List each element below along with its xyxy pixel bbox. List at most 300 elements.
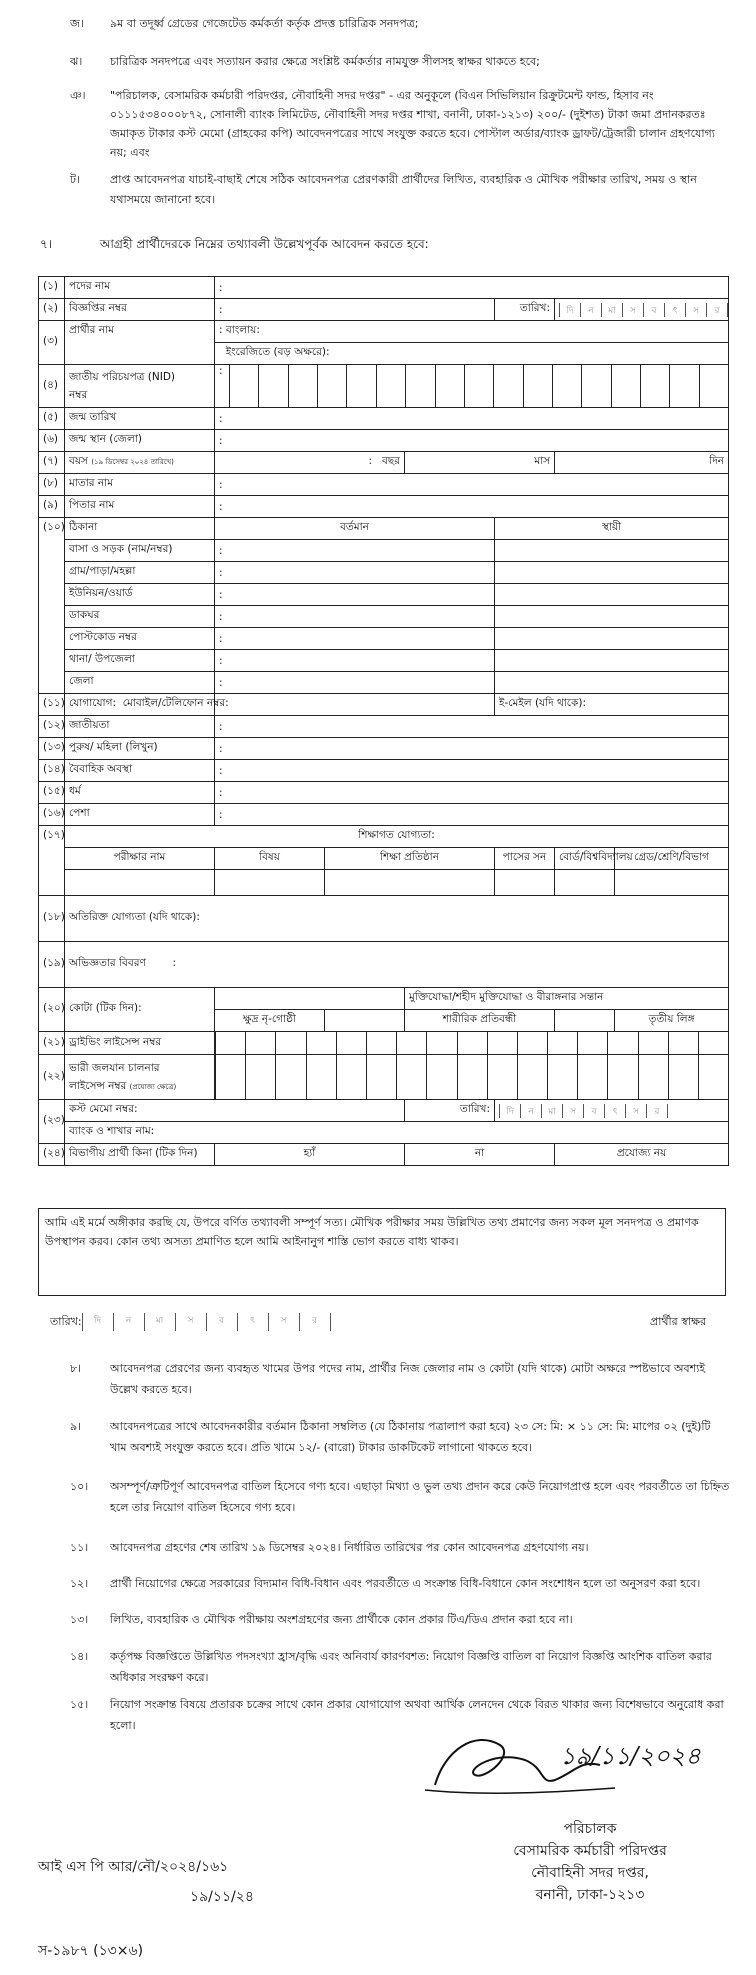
row-number: (৬) (39, 430, 65, 452)
digit-box[interactable] (457, 1055, 487, 1099)
field-label: পেশা (65, 804, 215, 826)
digit-box[interactable] (245, 1032, 275, 1054)
date-digit: দি (82, 1313, 113, 1331)
date-label: তারিখ: (495, 299, 555, 321)
date-digit: র (646, 1104, 668, 1118)
vessel-license-input[interactable] (215, 1055, 729, 1100)
signatory-address: বনানী, ঢাকা-১২১৩ (535, 1887, 645, 1903)
edu-col-exam: পরীক্ষার নাম (65, 848, 215, 870)
note-mark: জ। (70, 17, 84, 30)
age-month-input[interactable] (405, 452, 555, 474)
address-row (39, 606, 729, 628)
digit-box[interactable] (668, 1032, 698, 1054)
edu-grade-input[interactable] (615, 870, 729, 896)
applicant-date[interactable] (50, 1313, 331, 1332)
digit-box[interactable] (699, 365, 728, 407)
permanent-address-input[interactable] (495, 672, 729, 694)
digit-box[interactable] (638, 1055, 668, 1099)
note-8 (40, 1358, 730, 1400)
digit-box[interactable] (668, 1055, 698, 1099)
address-row (39, 672, 729, 694)
date-digit: ৎ (237, 1313, 268, 1331)
digit-box[interactable] (552, 365, 581, 407)
row-number: (১৫) (39, 782, 65, 804)
date-digit: ন (113, 1313, 144, 1331)
field-label: বৈবাহিক অবস্থা (65, 760, 215, 782)
digit-box[interactable] (215, 1032, 245, 1054)
date-digit-boxes (82, 1313, 331, 1331)
row-number: (১২) (39, 716, 65, 738)
application-form-table (38, 276, 729, 1166)
row-applicant-name-bn (39, 321, 729, 343)
row-number: (৭) (39, 452, 65, 474)
date-digit: মা (601, 303, 622, 317)
note-10 (40, 1476, 730, 1518)
education-title: শিক্ষাগত যোগ্যতা: (65, 826, 729, 848)
note-text: ৯ম বা তদূর্ধ্ব গ্রেডের গেজেটেড কর্মকর্তা কর্তৃক প্রদত্ত চারিত্রিক সনদপত্র; (110, 17, 419, 30)
digit-box[interactable] (581, 365, 610, 407)
digit-box[interactable] (275, 1032, 305, 1054)
edu-col-institution: শিক্ষা প্রতিষ্ঠান (325, 848, 495, 870)
present-address-header: বর্তমান (215, 518, 495, 540)
digit-box[interactable] (275, 1055, 305, 1099)
option-yes[interactable]: হ্যাঁ (215, 1144, 405, 1166)
date-digit: মা (144, 1313, 175, 1331)
note-mark: ১১। (70, 1541, 89, 1554)
section-title: আগ্রহী প্রার্থীদেরকে নিম্নের তথ্যাবলী উল্লেখপূর্বক আবেদন করতে হবে: (99, 237, 429, 251)
digit-box[interactable] (258, 365, 287, 407)
date-digit: স (622, 303, 643, 317)
digit-box[interactable] (611, 365, 640, 407)
digit-box[interactable] (245, 1055, 275, 1099)
row-marital-status (39, 760, 729, 782)
row-education-entry (39, 870, 729, 896)
date-label: তারিখ: (405, 1100, 495, 1122)
english-label: ইংরেজিতে (বড় অক্ষরে): (225, 346, 330, 358)
row-number: (৮) (39, 474, 65, 496)
row-number: (২৩) (39, 1100, 65, 1144)
vessel-digit-boxes (215, 1055, 728, 1099)
date-digit: স (685, 303, 706, 317)
circular-number-input[interactable]: : (215, 299, 495, 321)
date-digit: ব (643, 303, 664, 317)
occupation-input[interactable]: : (215, 804, 729, 826)
permanent-address-input[interactable] (495, 584, 729, 606)
digit-box[interactable] (426, 1055, 456, 1099)
row-number: (১) (39, 277, 65, 299)
email-input[interactable] (495, 694, 729, 716)
declaration-box (38, 1208, 726, 1296)
quota-checkbox-1[interactable] (215, 988, 405, 1010)
digit-box[interactable] (640, 365, 669, 407)
option-not-applicable[interactable]: প্রযোজ্য নয় (555, 1144, 729, 1166)
row-departmental (39, 1144, 729, 1166)
row-gender (39, 738, 729, 760)
note-12 (40, 1574, 730, 1594)
digit-box[interactable] (317, 365, 346, 407)
row-number: (১৩) (39, 738, 65, 760)
declaration-text: আমি এই মর্মে অঙ্গীকার করছি যে, উপরে বর্ণিত তথ্যাবলী সম্পূর্ণ সত্য। মৌখিক পরীক্ষার সময় উল্লিখিত তথ্য প্রমাণের জন্য সকল মূল সনদপত্র ও প্রমাণক উপস্থাপন করব। কোন তথ্য অসত্য প্রমাণিত হলে আমি আইনানুগ শাস্তি ভোগ করতে বাধ্য থাকব। (45, 1216, 699, 1248)
digit-box[interactable] (577, 1032, 607, 1054)
driving-license-input[interactable] (215, 1032, 729, 1055)
row-number: (১৬) (39, 804, 65, 826)
row-number: (৪) (39, 365, 65, 408)
nid-input[interactable] (215, 365, 729, 408)
date-digit: ৎ (664, 303, 685, 317)
experience-input[interactable]: অভিজ্ঞতার বিবরণ : (65, 942, 729, 988)
digit-box[interactable] (669, 365, 698, 407)
note-9 (40, 1416, 730, 1458)
row-driving-license (39, 1032, 729, 1055)
date-digit: ন (520, 1104, 541, 1118)
note-nio (40, 86, 730, 162)
signature-date: ১৯/১১/২০২৪ (560, 1742, 701, 1770)
digit-box[interactable] (464, 365, 493, 407)
row-extra-qualification (39, 896, 729, 942)
date-digit-boxes (559, 303, 728, 317)
permanent-address-input[interactable] (495, 628, 729, 650)
quota-checkbox-3[interactable] (555, 1010, 615, 1032)
address-row (39, 540, 729, 562)
permanent-address-input[interactable] (495, 540, 729, 562)
edu-col-subject: বিষয় (215, 848, 325, 870)
note-text: লিখিত, ব্যবহারিক ও মৌখিক পরীক্ষায় অংশগ্রহণের জন্য প্রার্থীকে কোন প্রকার টিএ/ডিএ প্রদান করা হবে না। (110, 1613, 573, 1626)
gender-input[interactable]: : (215, 738, 729, 760)
digit-box[interactable] (698, 1055, 728, 1099)
digit-box[interactable] (457, 1032, 487, 1054)
digit-box[interactable] (306, 1055, 336, 1099)
address-label: থানা/ উপজেলা (65, 650, 215, 672)
date-digit: র (299, 1313, 331, 1331)
digit-box[interactable] (396, 1055, 426, 1099)
note-text: "পরিচালক, বেসামরিক কর্মচারী পরিদপ্তর, নৌবাহিনী সদর দপ্তর" - এর অনুকূলে (বিএন সিভিলিয়ান রিক্রুটমেন্ট ফান্ড, হিসাব নং ০১১১৫৩৪০০০৮৭২, সোনালী ব্যাংক লিমিটেড, নৌবাহিনী সদর দপ্তর শাখা, বনানী, ঢাকা-১২১৩) ২০০/- (দুইশত) টাকা জমা প্রদানকরতঃ জমাকৃত টাকার কস্ট মেমো (গ্রাহকের কপি) আবেদনপত্রের সাথে সংযুক্ত করতে হবে। পোস্টাল অর্ডার/ব্যাংক ড্রাফট/ট্রেজারী চালান গ্রহণযোগ্য নয়; এবং (110, 89, 715, 159)
field-label (65, 365, 215, 408)
digit-box[interactable] (435, 365, 464, 407)
vessel-label: ভারী জলযান চালনার (69, 1061, 160, 1074)
permanent-address-input[interactable] (495, 606, 729, 628)
row-experience (39, 942, 729, 988)
date-digit: ব (583, 1104, 604, 1118)
applicant-name-bangla-input[interactable]: : বাংলায়: (215, 321, 729, 343)
row-quota-1 (39, 988, 729, 1010)
note-11 (40, 1538, 730, 1558)
digit-box[interactable] (346, 365, 375, 407)
date-digit: ব (206, 1313, 237, 1331)
note-mark: ১৪। (70, 1650, 89, 1663)
present-address-input[interactable]: : (215, 650, 495, 672)
row-number: (২) (39, 299, 65, 321)
nationality-input[interactable]: : (215, 716, 729, 738)
permanent-address-header: স্থায়ী (495, 518, 729, 540)
cost-memo-input[interactable] (65, 1100, 405, 1122)
email-label: ই-মেইল (যদি থাকে): (499, 697, 587, 709)
digit-box[interactable] (336, 1032, 366, 1054)
quota-freedom-fighter: মুক্তিযোদ্ধা/শহীদ মুক্তিযোদ্ধা ও বীরাঙ্গনার সন্তান (405, 988, 729, 1010)
field-label: ঠিকানা (65, 518, 215, 540)
digit-box[interactable] (547, 1032, 577, 1054)
field-label: মাতার নাম (65, 474, 215, 496)
field-label (65, 452, 215, 474)
row-education-headers (39, 848, 729, 870)
post-name-input[interactable]: : (215, 277, 729, 299)
date-digit: দি (559, 303, 580, 317)
bank-branch-input[interactable] (65, 1122, 729, 1144)
digit-box[interactable] (577, 1055, 607, 1099)
digit-box[interactable] (405, 365, 434, 407)
digit-box[interactable] (487, 1055, 517, 1099)
digit-box[interactable] (487, 1032, 517, 1054)
signatory-block (450, 1818, 730, 1906)
note-jha2 (40, 52, 730, 72)
field-label (65, 694, 229, 716)
note-13 (40, 1610, 730, 1630)
field-label: কোটা (টিক দিন): (65, 988, 215, 1032)
row-education-title (39, 826, 729, 848)
vessel-sub-label: (প্রযোজ্য ক্ষেত্রে) (129, 1082, 177, 1091)
row-number: (২২) (39, 1055, 65, 1100)
digit-box[interactable] (517, 1055, 547, 1099)
address-row (39, 562, 729, 584)
note-mark: ১২। (70, 1577, 89, 1590)
row-age (39, 452, 729, 474)
date-digit: মা (541, 1104, 562, 1118)
digit-box[interactable] (366, 1055, 396, 1099)
age-day-input[interactable] (555, 452, 729, 474)
field-label: পুরুষ/ মহিলা (লিখুন) (65, 738, 215, 760)
vessel-label-2: লাইসেন্স নম্বর (69, 1079, 127, 1092)
digit-box[interactable] (366, 1032, 396, 1054)
row-post-name (39, 277, 729, 299)
note-text: চারিত্রিক সনদপত্রে এবং সত্যায়ন করার ক্ষেত্রে সংশ্লিষ্ট কর্মকর্তার নামযুক্ত সীলসহ স্বাক্ষর থাকতে হবে; (110, 55, 540, 68)
age-sub-label: (১৯ ডিসেম্বর ২০২৪ তারিখে) (91, 458, 174, 466)
note-mark: ৯। (70, 1420, 82, 1433)
row-number: (২০) (39, 988, 65, 1032)
signatory-hq: নৌবাহিনী সদর দপ্তর, (531, 1865, 649, 1881)
edu-exam-input[interactable] (65, 870, 215, 896)
note-text: নিয়োগ সংক্রান্ত বিষয়ে প্রতারক চক্রের সাথে কোন প্রকার যোগাযোগ অথবা আর্থিক লেনদেন থেকে বিরত থাকার জন্য বিশেষভাবে অনুরোধ করা হলো। (110, 1698, 724, 1732)
address-row (39, 584, 729, 606)
note-text: আবেদনপত্র প্রেরণের জন্য ব্যবহৃত খামের উপর পদের নাম, প্রার্থীর নিজ জেলার নাম ও কোটা (যদি থাকে) মোটা অক্ষরে স্পষ্টভাবে অবশ্যই উল্লেখ করতে হবে। (110, 1362, 706, 1396)
quota-checkbox-2[interactable] (325, 1010, 405, 1032)
field-label: জন্ম তারিখ (65, 408, 215, 430)
address-label: বাসা ও সড়ক (নাম/নম্বর) (65, 540, 215, 562)
digit-box[interactable] (607, 1055, 637, 1099)
nid-label: জাতীয় পরিচয়পত্র (NID) (69, 371, 176, 383)
nid-digit-boxes: : (215, 365, 728, 407)
row-number: (১১) (39, 694, 65, 716)
edu-institution-input[interactable] (325, 870, 495, 896)
bank-label: ব্যাংক ও শাখার নাম: (69, 1125, 155, 1137)
date-digit: স (625, 1104, 646, 1118)
note-ta (40, 170, 730, 210)
field-label: কস্ট মেমো নম্বর: (69, 1103, 138, 1115)
note-jha (40, 14, 730, 34)
quota-ethnic[interactable]: ক্ষুদ্র নৃ-গোষ্ঠী (215, 1010, 325, 1032)
present-address-input[interactable]: : (215, 606, 495, 628)
digit-box[interactable] (523, 365, 552, 407)
mother-name-input[interactable]: : (215, 474, 729, 496)
digit-box[interactable] (698, 1032, 728, 1054)
note-14 (40, 1646, 730, 1688)
row-father-name (39, 496, 729, 518)
reference-date: ১৯/১১/২৪ (190, 1889, 254, 1905)
note-mark: ঝ। (70, 55, 83, 68)
applicant-name-english-input[interactable] (215, 343, 729, 365)
marital-status-input[interactable]: : (215, 760, 729, 782)
field-label: জাতীয়তা (65, 716, 215, 738)
field-label: অভিজ্ঞতার বিবরণ (69, 957, 146, 969)
address-label: জেলা (65, 672, 215, 694)
row-birthplace (39, 430, 729, 452)
row-address-header (39, 518, 729, 540)
date-digit: স (175, 1313, 206, 1331)
edu-board-input[interactable] (555, 870, 615, 896)
field-label: ড্রাইভিং লাইসেন্স নম্বর (65, 1032, 215, 1055)
row-dob (39, 408, 729, 430)
row-nid (39, 365, 729, 408)
edu-subject-input[interactable] (215, 870, 325, 896)
digit-box[interactable] (336, 1055, 366, 1099)
note-text: কর্তৃপক্ষ বিজ্ঞপ্তিতে উল্লিখিত পদসংখ্যা হ্রাস/বৃদ্ধি এবং অনিবার্য কারণবশত: নিয়োগ বিজ্ঞপ্তি বাতিল বা নিয়োগ বিজ্ঞপ্তি আংশিক বাতিল করার অধিকার সংরক্ষণ করে। (110, 1650, 712, 1684)
field-label (65, 1055, 215, 1100)
year-label: বছর (382, 455, 400, 467)
row-number: (৫) (39, 408, 65, 430)
applicant-signature-label: প্রার্থীর স্বাক্ষর (650, 1315, 707, 1328)
field-label: পিতার নাম (65, 496, 215, 518)
address-row (39, 650, 729, 672)
note-mark: ১০। (70, 1480, 89, 1493)
row-number: (১৮) (39, 896, 65, 942)
dob-input[interactable]: : (215, 408, 729, 430)
note-mark: ট। (70, 173, 80, 186)
row-vessel-license (39, 1055, 729, 1100)
date-digit: স (268, 1313, 299, 1331)
present-address-input[interactable]: : (215, 672, 495, 694)
edu-col-year: পাসের সন (495, 848, 555, 870)
date-digit: স (562, 1104, 583, 1118)
age-label: বয়স (69, 455, 88, 467)
extra-qualification-input[interactable] (65, 896, 729, 942)
cost-memo-date-input[interactable] (495, 1100, 729, 1122)
row-cost-memo (39, 1100, 729, 1122)
note-text: অসম্পূর্ণ/ত্রুটিপূর্ণ আবেদনপত্র বাতিল হিসেবে গণ্য হবে। এছাড়া মিথ্যা ও ভুল তথ্য প্রদান করে কেউ নিয়োগপ্রাপ্ত হলে এবং পরবর্তীতে তা চিহ্নিত হলে তার নিয়োগ বাতিল হিসেবে গণ্য হবে। (110, 1480, 730, 1514)
mobile-input[interactable] (215, 694, 495, 716)
field-label: বিভাগীয় প্রার্থী কিনা (টিক দিন) (65, 1144, 215, 1166)
note-text: প্রার্থী নিয়োগের ক্ষেত্রে সরকারের বিদ্যমান বিধি-বিধান এবং পরবর্তীতে এ সংক্রান্ত বিধি-বিধানে কোন সংশোধন হলে তা অনুসরণ করা হবে। (110, 1577, 701, 1590)
month-label: মাস (534, 455, 550, 467)
birthplace-input[interactable]: : (215, 430, 729, 452)
address-label: পোস্টকোড নম্বর (65, 628, 215, 650)
date-digit: দি (499, 1104, 520, 1118)
circular-date-input[interactable] (555, 299, 729, 321)
row-number: (১৪) (39, 760, 65, 782)
edu-year-input[interactable] (495, 870, 555, 896)
digit-box[interactable] (229, 365, 258, 407)
row-number: (৩) (39, 321, 65, 365)
digit-box[interactable] (376, 365, 405, 407)
reference-number: আই এস পি আর/নৌ/২০২৪/১৬১ (38, 1859, 229, 1875)
row-circular-number (39, 299, 729, 321)
field-label: বিজ্ঞপ্তির নম্বর (65, 299, 215, 321)
address-label: গ্রাম/পাড়া/মহল্লা (65, 562, 215, 584)
permanent-address-input[interactable] (495, 650, 729, 672)
religion-input[interactable]: : (215, 782, 729, 804)
option-no[interactable]: না (405, 1144, 555, 1166)
date-digit: র (706, 303, 728, 317)
permanent-address-input[interactable] (495, 562, 729, 584)
section-number: ৭। (40, 237, 53, 251)
date-digit-boxes (499, 1104, 668, 1118)
digit-box[interactable] (493, 365, 522, 407)
digit-box[interactable] (607, 1032, 637, 1054)
age-year-input[interactable]: : বছর (215, 452, 405, 474)
ad-code: স-১৯৮৭ (১৩×৬) (38, 1943, 144, 1959)
row-number: (১৯) (39, 942, 65, 988)
digit-box[interactable] (215, 1055, 245, 1099)
row-mother-name (39, 474, 729, 496)
digit-box[interactable] (288, 365, 317, 407)
row-number: (২৪) (39, 1144, 65, 1166)
digit-box[interactable] (396, 1032, 426, 1054)
day-label: দিন (709, 455, 725, 467)
note-mark: ঞ। (70, 89, 86, 102)
digit-box[interactable] (517, 1032, 547, 1054)
date-digit: ৎ (604, 1104, 625, 1118)
row-occupation (39, 804, 729, 826)
contact-label: যোগাযোগ: (69, 697, 117, 709)
edu-col-board: বোর্ড/বিশ্ববিদ্যালয় (555, 848, 615, 870)
quota-disabled[interactable]: শারীরিক প্রতিবন্ধী (405, 1010, 555, 1032)
note-text: আবেদনপত্র গ্রহণের শেষ তারিখ ১৯ ডিসেম্বর ২০২৪। নির্ধারিত তারিখের পর কোন আবেদনপত্র গ্রহণযোগ্য নয়। (110, 1541, 589, 1554)
bangla-label: বাংলায়: (225, 324, 260, 336)
digit-box[interactable] (638, 1032, 668, 1054)
present-address-input[interactable]: : (215, 540, 495, 562)
address-label: ইউনিয়ন/ওয়ার্ড (65, 584, 215, 606)
note-mark: ১৫। (70, 1698, 89, 1711)
row-number: (১৭) (39, 826, 65, 896)
row-number: (২১) (39, 1032, 65, 1055)
digit-box[interactable] (306, 1032, 336, 1054)
nid-label-2: নম্বর (69, 389, 88, 401)
digit-box[interactable] (426, 1032, 456, 1054)
row-nationality (39, 716, 729, 738)
present-address-input[interactable]: : (215, 562, 495, 584)
date-label: তারিখ: (50, 1315, 82, 1328)
signatory-title: পরিচালক (563, 1821, 617, 1837)
field-label: ধর্ম (65, 782, 215, 804)
address-label: ডাকঘর (65, 606, 215, 628)
father-name-input[interactable]: : (215, 496, 729, 518)
field-label: অতিরিক্ত যোগ্যতা (যদি থাকে): (69, 911, 200, 923)
row-bank-branch (39, 1122, 729, 1144)
present-address-input[interactable]: : (215, 628, 495, 650)
note-mark: ১৩। (70, 1613, 89, 1626)
quota-third-gender[interactable]: তৃতীয় লিঙ্গ (615, 1010, 729, 1032)
digit-box[interactable] (547, 1055, 577, 1099)
row-contact (39, 694, 729, 716)
license-digit-boxes (215, 1032, 728, 1054)
note-text: প্রাপ্ত আবেদনপত্র যাচাই-বাছাই শেষে সঠিক আবেদনপত্র প্রেরণকারী প্রার্থীদের লিখিত, ব্যবহারিক ও মৌখিক পরীক্ষার তারিখ, সময় ও স্থান যথাসময়ে জানানো হবে। (110, 173, 697, 206)
row-number: (৯) (39, 496, 65, 518)
signatory-office: বেসামরিক কর্মচারী পরিদপ্তর (513, 1843, 667, 1859)
field-label: পদের নাম (65, 277, 215, 299)
field-label: প্রার্থীর নাম (65, 321, 215, 365)
field-label: জন্ম স্থান (জেলা) (65, 430, 215, 452)
section-7-heading (40, 236, 429, 256)
date-digit: ন (580, 303, 601, 317)
row-religion (39, 782, 729, 804)
present-address-input[interactable]: : (215, 584, 495, 606)
